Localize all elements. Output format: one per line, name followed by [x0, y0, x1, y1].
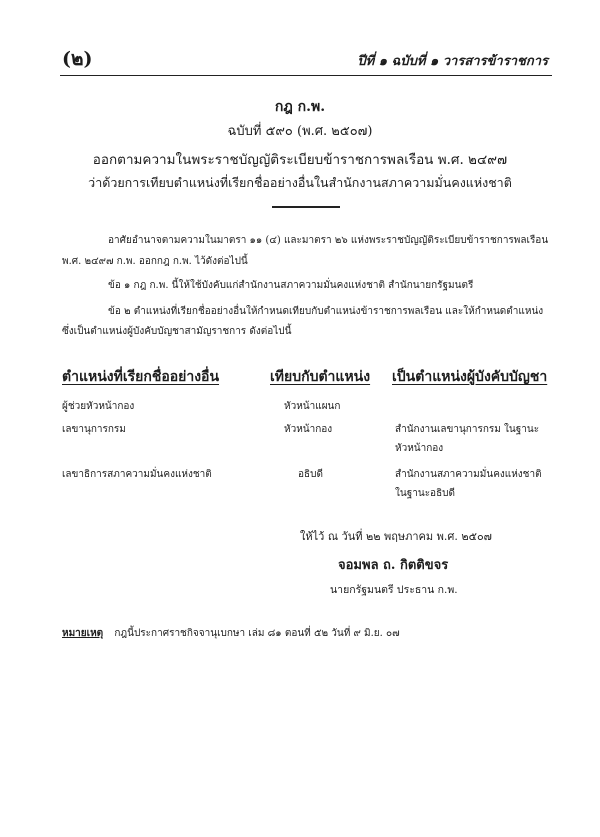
table-cell-name: ผู้ช่วยหัวหน้ากอง — [62, 401, 135, 412]
regulation-subject: ว่าด้วยการเทียบตำแหน่งที่เรียกชื่ออย่างอื่นในสำนักงานสภาความมั่นคงแห่งชาติ — [88, 175, 512, 190]
column-header-equivalent — [270, 366, 370, 388]
signatory-name: จอมพล ถ. กิตติขจร — [338, 558, 449, 573]
table-cell-command: สำนักงานสภาความมั่นคงแห่งชาติ — [395, 469, 542, 480]
table-cell-command-continued: หัวหน้ากอง — [395, 443, 444, 454]
footnote-label: หมายเหตุ — [62, 628, 104, 639]
column-header-label: เทียบกับตำแหน่ง — [270, 369, 371, 385]
signatory-title: นายกรัฐมนตรี ประธาน ก.พ. — [330, 584, 458, 596]
running-header: ปีที่ ๑ ฉบับที่ ๑ วารสารข้าราชการ — [357, 54, 548, 69]
clause-2-line-1: ข้อ ๒ ตำแหน่งที่เรียกชื่ออย่างอื่นให้กำหนดเทียบกับตำแหน่งข้าราชการพลเรือน และให้กำหนดตำแหน่ง — [108, 306, 544, 317]
signing-date: ให้ไว้ ณ วันที่ ๒๒ พฤษภาคม พ.ศ. ๒๕๐๗ — [300, 530, 492, 543]
table-cell-equivalent: อธิบดี — [298, 469, 323, 480]
column-header-position-name — [62, 366, 219, 388]
table-cell-command: สำนักงานเลขานุการกรม ในฐานะ — [395, 424, 540, 435]
title-divider — [272, 206, 340, 208]
column-header-label: ตำแหน่งที่เรียกชื่ออย่างอื่น — [62, 369, 220, 385]
clause-1: ข้อ ๑ กฎ ก.พ. นี้ให้ใช้บังคับแก่สำนักงานสภาความมั่นคงแห่งชาติ สำนักนายกรัฐมนตรี — [108, 280, 474, 291]
table-cell-equivalent: หัวหน้าแผนก — [284, 401, 341, 412]
regulation-title: กฎ ก.พ. — [274, 99, 326, 115]
page-number: (๒) — [62, 48, 93, 70]
footnote-text: กฎนี้ประกาศราชกิจจานุเบกษา เล่ม ๘๑ ตอนที่ ๕๒ วันที่ ๙ มิ.ย. ๐๗ — [114, 628, 400, 639]
footnote — [62, 626, 400, 641]
table-cell-name: เลขาธิการสภาความมั่นคงแห่งชาติ — [62, 469, 212, 480]
regulation-number: ฉบับที่ ๕๙๐ (พ.ศ. ๒๕๐๗) — [227, 124, 373, 139]
table-cell-name: เลขานุการกรม — [62, 424, 126, 435]
clause-2-line-2: ซึ่งเป็นตำแหน่งผู้บังคับบัญชาสามัญราชการ ดังต่อไปนี้ — [62, 326, 292, 337]
preamble-line-2: พ.ศ. ๒๔๙๗ ก.พ. ออกกฎ ก.พ. ไว้ดังต่อไปนี้ — [62, 256, 248, 267]
column-header-label: เป็นตำแหน่งผู้บังคับบัญชา — [392, 369, 548, 385]
header-divider — [60, 75, 552, 76]
regulation-authority: ออกตามความในพระราชบัญญัติระเบียบข้าราชการพลเรือน พ.ศ. ๒๔๙๗ — [92, 152, 508, 168]
table-cell-equivalent: หัวหน้ากอง — [284, 424, 333, 435]
preamble-line-1: อาศัยอำนาจตามความในมาตรา ๑๑ (๔) และมาตรา ๒๖ แห่งพระราชบัญญัติระเบียบข้าราชการพลเรือน — [108, 235, 549, 246]
column-header-command — [392, 366, 547, 388]
table-cell-command-continued: ในฐานะอธิบดี — [395, 488, 456, 499]
